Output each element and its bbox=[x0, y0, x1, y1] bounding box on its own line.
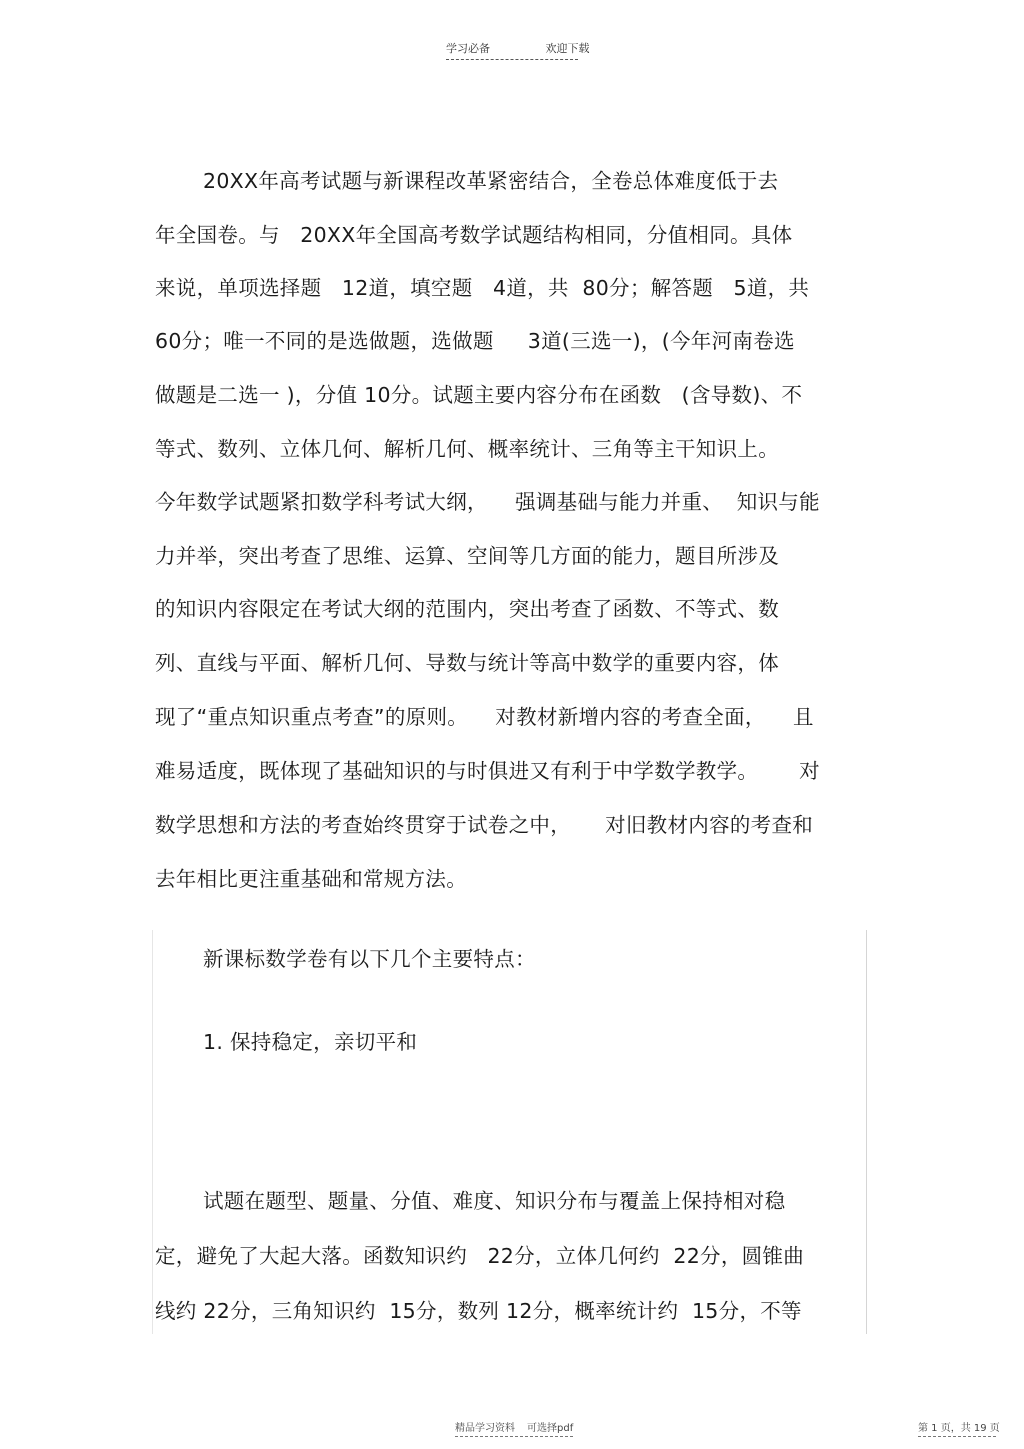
text-line: 力并举，突出考查了思维、运算、空间等几方面的能力，题目所涉及 bbox=[155, 544, 779, 568]
text-line: 20XX年高考试题与新课程改革紧密结合，全卷总体难度低于去 bbox=[203, 169, 779, 193]
page-number: 第 1 页，共 19 页 bbox=[918, 1423, 1000, 1434]
footer-left-divider bbox=[455, 1436, 573, 1437]
text-line: 数学思想和方法的考查始终贯穿于试卷之中， 对旧教材内容的考查和 bbox=[155, 813, 814, 837]
text-line: 的知识内容限定在考试大纲的范围内，突出考查了函数、不等式、数 bbox=[155, 597, 779, 621]
header-right-text: 欢迎下载 bbox=[545, 42, 590, 55]
text-line: 去年相比更注重基础和常规方法。 bbox=[155, 867, 467, 891]
text-line: 来说，单项选择题 12道，填空题 4道，共 80分；解答题 5道，共 bbox=[155, 276, 810, 300]
text-line: 做题是二选一 )，分值 10分。试题主要内容分布在函数 (含导数)、不 bbox=[155, 383, 803, 407]
header-divider bbox=[446, 59, 578, 60]
header-left-text: 学习必备 bbox=[446, 42, 490, 55]
features-intro: 新课标数学卷有以下几个主要特点： bbox=[203, 947, 536, 971]
feature-1-heading: 1. 保持稳定，亲切平和 bbox=[203, 1030, 418, 1054]
text-line: 等式、数列、立体几何、解析几何、概率统计、三角等主干知识上。 bbox=[155, 437, 779, 461]
text-line: 试题在题型、题量、分值、难度、知识分布与覆盖上保持相对稳 bbox=[203, 1189, 786, 1213]
features-box bbox=[152, 930, 867, 1334]
text-line: 列、直线与平面、解析几何、导数与统计等高中数学的重要内容，体 bbox=[155, 651, 779, 675]
text-line: 现了“重点知识重点考查”的原则。 对教材新增内容的考查全面， 且 bbox=[155, 705, 814, 729]
text-line: 60分；唯一不同的是选做题，选做题 3道(三选一)，(今年河南卷选 bbox=[155, 329, 795, 353]
footer-left bbox=[455, 1419, 573, 1434]
text-line: 线约 22分，三角知识约 15分，数列 12分，概率统计约 15分，不等 bbox=[155, 1299, 802, 1323]
footer-left-text-1: 精品学习资料 bbox=[455, 1423, 515, 1434]
text-line: 难易适度，既体现了基础知识的与时俱进又有利于中学数学教学。 对 bbox=[155, 759, 820, 783]
text-line: 年全国卷。与 20XX年全国高考数学试题结构相同，分值相同。具体 bbox=[155, 223, 793, 247]
page-header bbox=[446, 40, 590, 56]
text-line: 定，避免了大起大落。函数知识约 22分，立体几何约 22分，圆锥曲 bbox=[155, 1244, 805, 1268]
footer-left-text-2: 可选择pdf bbox=[527, 1423, 574, 1434]
footer-right-divider bbox=[918, 1436, 996, 1437]
text-line: 今年数学试题紧扣数学科考试大纲， 强调基础与能力并重、 知识与能 bbox=[155, 490, 820, 514]
